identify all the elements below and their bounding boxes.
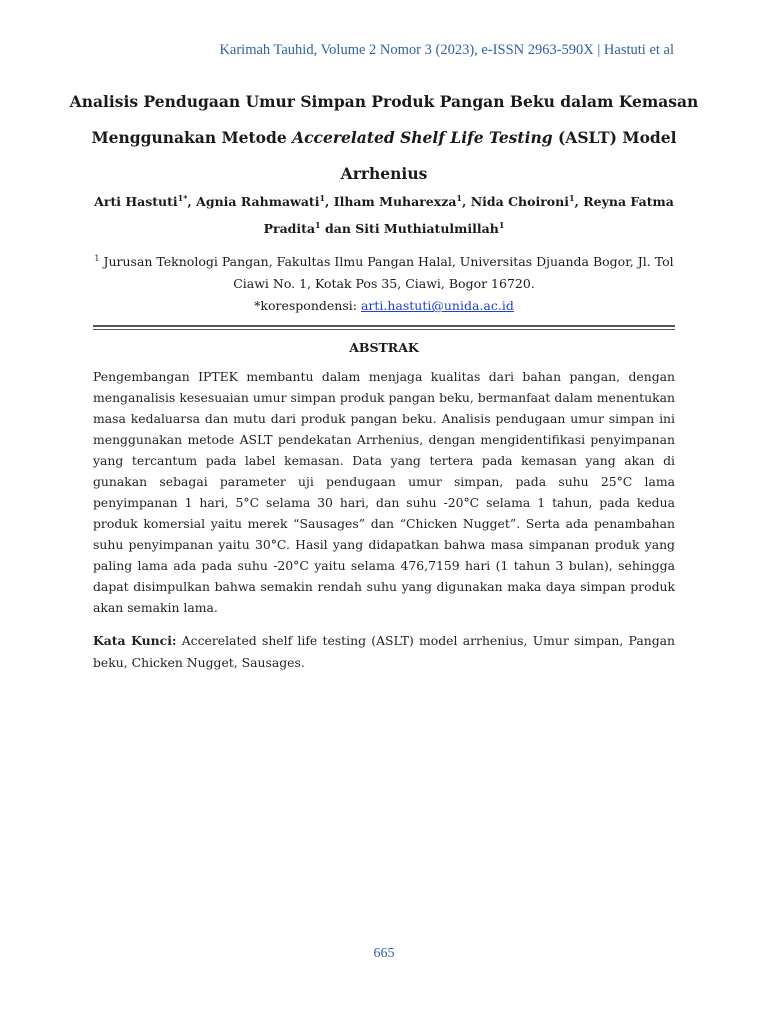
- author-separator: ,: [574, 194, 584, 209]
- page-number: 665: [373, 946, 395, 961]
- keywords-text: Accerelated shelf life testing (ASLT) model arrhenius, Umur simpan, Pangan beku, Chicken Nugget, Sausages.: [93, 633, 676, 670]
- author-affil-mark: 1: [319, 192, 326, 203]
- author-separator: ,: [187, 194, 197, 209]
- author-separator: dan: [320, 221, 356, 236]
- author-name: Reyna Fatma Pradita: [263, 194, 674, 236]
- author-name: Arti Hastuti: [94, 194, 178, 209]
- author-affil-mark: 1: [315, 219, 321, 230]
- author-name: Ilham Muharexza: [333, 194, 457, 209]
- author-name: Nida Choironi: [470, 194, 569, 209]
- title-part-1: Analisis Pendugaan Umur Simpan Produk Pangan Beku dalam Kemasan Menggunakan Metode: [69, 92, 699, 147]
- affiliation-mark: 1: [94, 253, 100, 263]
- author-list: [80, 188, 688, 242]
- correspondence-email-link[interactable]: arti.hastuti@unida.ac.id: [360, 298, 514, 313]
- author-separator: ,: [325, 194, 334, 209]
- author-affil-mark: 1: [568, 192, 575, 203]
- abstract-body: Pengembangan IPTEK membantu dalam menjaga kualitas dari bahan pangan, dengan menganalisis kesesuaian umur simpan produk pangan beku, bermanfaat dalam menentukan masa kedaluarsa dan mutu dari produk pangan beku. Analisis pendugaan umur simpan ini menggunakan metode ASLT pendekatan Arrhenius, dengan mengidentifikasi penyimpanan yang tercantum pada label kemasan. Data yang tertera pada kemasan yang akan di gunakan sebagai parameter uji pendugaan umur simpan, pada suhu 25°C lama penyimpanan 1 hari, 5°C selama 30 hari, dan suhu -20°C selama 1 tahun, pada kedua produk komersial yaitu merek “Sausages” dan “Chicken Nugget”. Serta ada penambahan suhu penyimpanan yaitu 30°C. Hasil yang didapatkan bahwa masa simpanan produk yang paling lama ada pada suhu -20°C yaitu selama 476,7159 hari (1 tahun 3 bulan), sehingga dapat disimpulkan bahwa semakin rendah suhu yang digunakan maka daya simpan produk akan semakin lama.: [93, 369, 675, 615]
- affiliation: [80, 251, 688, 317]
- author-name: Siti Muthiatulmillah: [355, 221, 499, 236]
- author-affil-mark: 1: [456, 192, 462, 203]
- affiliation-text: Jurusan Teknologi Pangan, Fakultas Ilmu Pangan Halal, Universitas Djuanda Bogor, Jl. Tol Ciawi No. 1, Kotak Pos 35, Ciawi, Bogor 16720.: [99, 254, 674, 291]
- paper-title: [60, 84, 708, 192]
- author-name: Agnia Rahmawati: [196, 194, 320, 209]
- keywords-label: Kata Kunci:: [93, 633, 177, 648]
- running-header: Karimah Tauhid, Volume 2 Nomor 3 (2023), e-ISSN 2963-590X | Hastuti et al: [219, 42, 674, 58]
- header-divider-thin: [93, 329, 675, 330]
- title-part-2: (ASLT) Model Arrhenius: [340, 128, 677, 183]
- abstract-heading: ABSTRAK: [349, 340, 419, 355]
- title-italic: Accerelated Shelf Life Testing: [292, 128, 553, 147]
- header-divider-thick: [93, 325, 675, 327]
- author-affil-mark: 1: [498, 219, 505, 230]
- author-separator: ,: [462, 194, 471, 209]
- keywords: [93, 630, 675, 674]
- correspondence-label: *korespondensi:: [254, 298, 361, 313]
- author-affil-mark: 1*: [177, 192, 188, 203]
